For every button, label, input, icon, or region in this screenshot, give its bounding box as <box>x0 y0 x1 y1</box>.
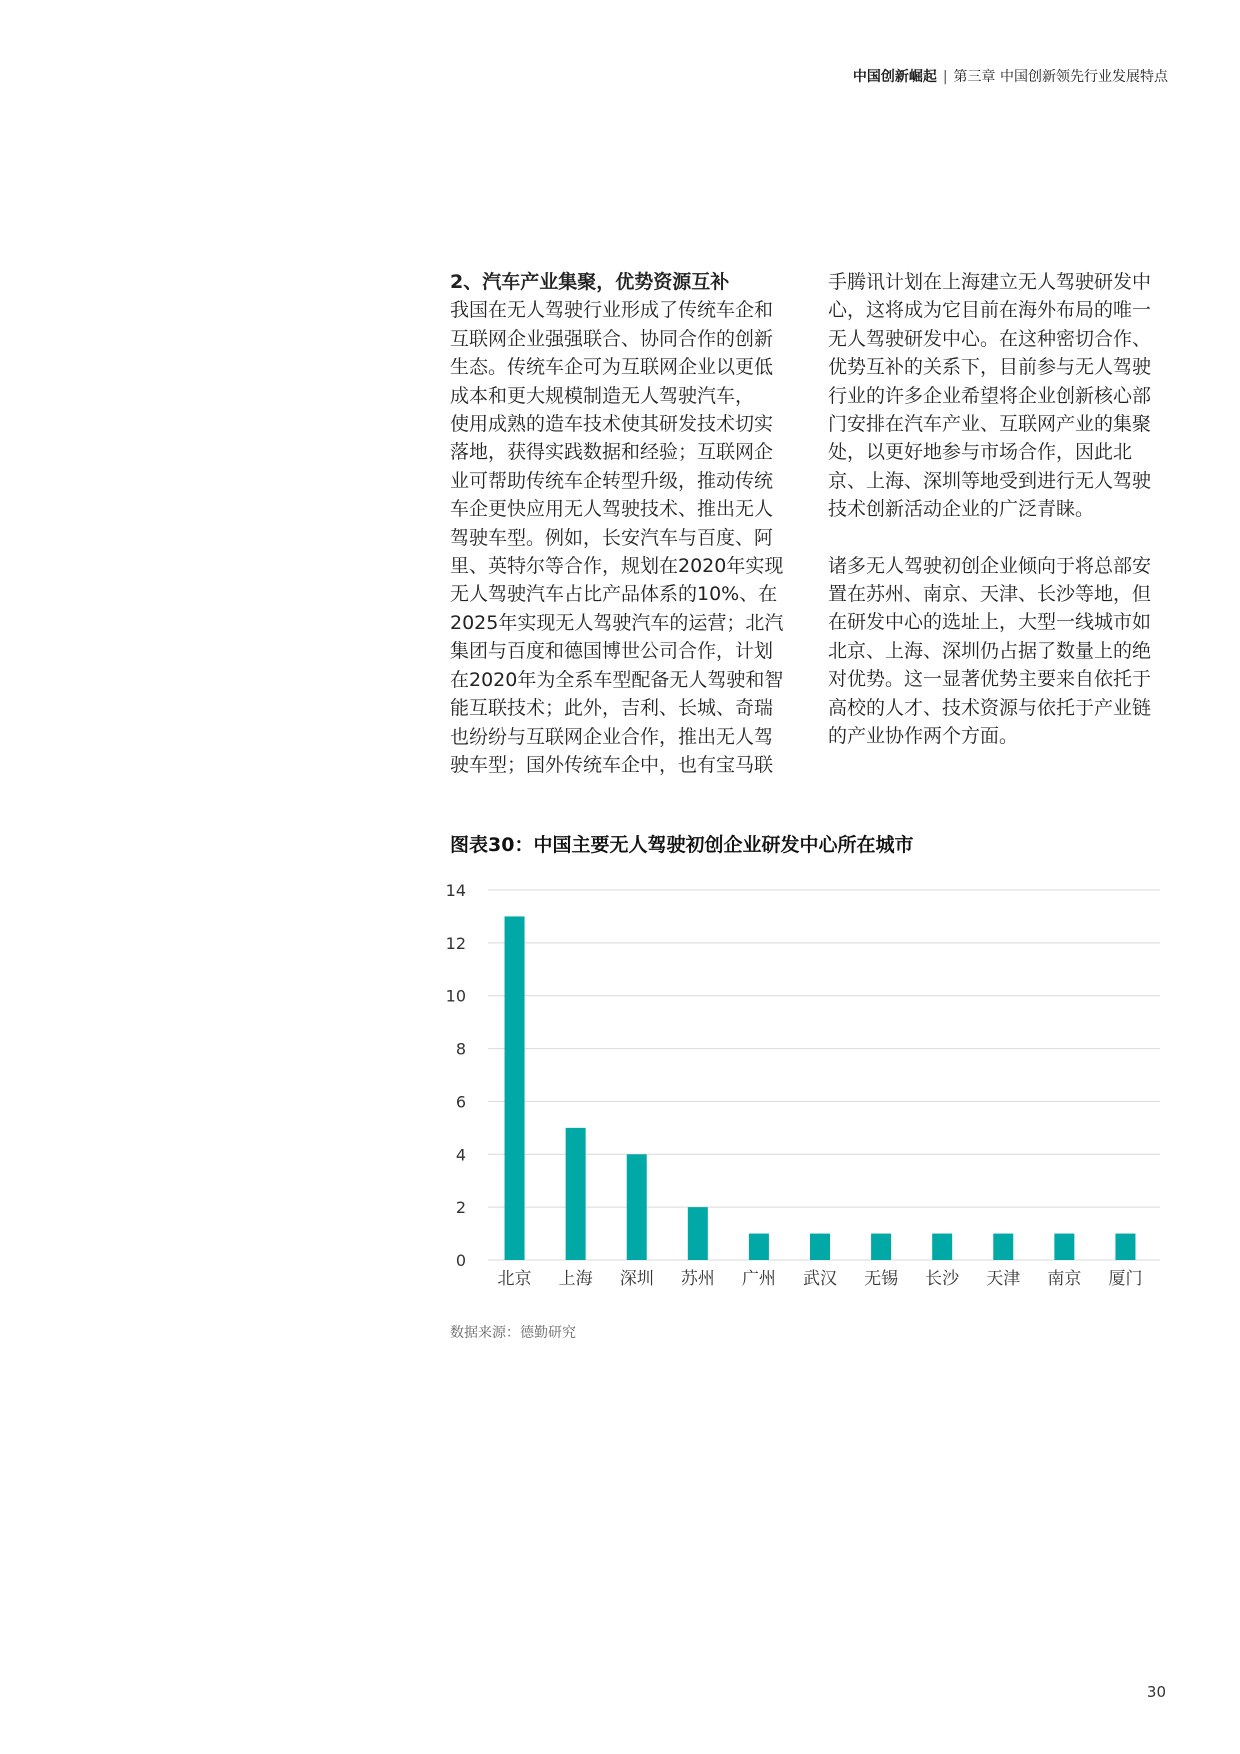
header-separator: | <box>942 69 948 85</box>
text-line: 手腾讯计划在上海建立无人驾驶研发中 <box>828 271 1152 293</box>
x-tick-label: 南京 <box>1047 1269 1082 1289</box>
right-paragraph-2 <box>828 552 1173 751</box>
y-tick-label: 6 <box>455 1092 466 1112</box>
text-line: 在研发中心的选址上，大型一线城市如 <box>828 611 1152 634</box>
x-tick-label: 北京 <box>497 1269 532 1289</box>
text-line: 置在苏州、南京、天津、长沙等地，但 <box>828 583 1152 606</box>
text-line: 行业的许多企业希望将企业创新核心部 <box>828 384 1152 407</box>
text-line: 生态。传统车企可为互联网企业以更低 <box>450 356 774 379</box>
text-line: 诸多无人驾驶初创企业倾向于将总部安 <box>828 554 1152 577</box>
bar-0 <box>505 916 525 1260</box>
text-line: 门安排在汽车产业、互联网产业的集聚 <box>828 413 1152 436</box>
y-tick-label: 2 <box>455 1198 466 1218</box>
bar-10 <box>1115 1234 1135 1260</box>
y-tick-label: 8 <box>455 1039 466 1059</box>
text-line: 互联网企业强强联合、协同合作的创新 <box>450 327 774 350</box>
text-line: 驶车型；国外传统车企中，也有宝马联 <box>450 753 774 776</box>
y-tick-label: 0 <box>455 1251 466 1270</box>
y-tick-label: 14 <box>445 881 466 900</box>
text-line: 心，这将成为它目前在海外布局的唯一 <box>828 299 1152 322</box>
text-line: 优势互补的关系下，目前参与无人驾驶 <box>828 356 1152 379</box>
text-line: 无人驾驶汽车占比产品体系的10%、在 <box>450 583 778 606</box>
left-body <box>450 296 795 779</box>
bar-2 <box>627 1154 647 1260</box>
page-number: 30 <box>1146 1683 1166 1701</box>
text-line: 高校的人才、技术资源与依托于产业链 <box>828 696 1152 719</box>
text-line: 使用成熟的造车技术使其研发技术切实 <box>450 413 774 436</box>
text-line: 京、上海、深圳等地受到进行无人驾驶 <box>828 469 1152 492</box>
header-brand: 中国创新崛起 <box>852 69 937 85</box>
chart-title: 图表30：中国主要无人驾驶初创企业研发中心所在城市 <box>450 834 914 856</box>
text-line: 能互联技术；此外，吉利、长城、奇瑞 <box>450 697 774 720</box>
text-line: 成本和更大规模制造无人驾驶汽车， <box>450 384 755 407</box>
x-tick-label: 厦门 <box>1108 1269 1143 1289</box>
x-tick-label: 广州 <box>741 1269 776 1289</box>
text-line: 车企更快应用无人驾驶技术、推出无人 <box>450 498 774 521</box>
text-line: 对优势。这一显著优势主要来自依托于 <box>828 668 1152 691</box>
text-line: 集团与百度和德国博世公司合作，计划 <box>450 640 774 663</box>
x-tick-label: 上海 <box>558 1269 593 1289</box>
x-tick-label: 深圳 <box>619 1269 654 1289</box>
text-line: 业可帮助传统车企转型升级，推动传统 <box>450 469 774 492</box>
x-tick-label: 长沙 <box>925 1269 960 1289</box>
text-line: 落地，获得实践数据和经验；互联网企 <box>450 441 774 464</box>
bar-9 <box>1054 1234 1074 1260</box>
bar-3 <box>688 1207 708 1260</box>
y-tick-label: 4 <box>455 1145 466 1165</box>
y-tick-label: 12 <box>445 933 466 953</box>
bar-chart <box>430 870 1170 1310</box>
text-line: 在2020年为全系车型配备无人驾驶和智 <box>450 668 784 691</box>
x-tick-label: 武汉 <box>803 1269 837 1289</box>
text-line: 里、英特尔等合作，规划在2020年实现 <box>450 555 784 578</box>
bar-4 <box>749 1234 769 1260</box>
right-paragraph-1 <box>828 268 1173 524</box>
text-line: 无人驾驶研发中心。在这种密切合作、 <box>828 327 1152 350</box>
bar-8 <box>993 1234 1013 1260</box>
left-column <box>450 268 795 779</box>
text-line: 2025年实现无人驾驶汽车的运营；北汽 <box>450 611 784 634</box>
x-tick-label: 天津 <box>986 1269 1021 1289</box>
bar-6 <box>871 1234 891 1260</box>
text-line: 也纷纷与互联网企业合作，推出无人驾 <box>450 725 774 748</box>
bar-1 <box>566 1128 586 1260</box>
text-line: 驾驶车型。例如，长安汽车与百度、阿 <box>450 526 774 549</box>
text-line: 的产业协作两个方面。 <box>828 725 1019 748</box>
section-heading: 2、汽车产业集聚，优势资源互补 <box>450 271 730 293</box>
running-header <box>853 66 1168 86</box>
text-line: 我国在无人驾驶行业形成了传统车企和 <box>450 299 774 322</box>
y-tick-label: 10 <box>445 986 466 1006</box>
right-column <box>828 268 1173 751</box>
bar-5 <box>810 1234 830 1260</box>
x-tick-label: 苏州 <box>680 1269 715 1289</box>
text-line: 北京、上海、深圳仍占据了数量上的绝 <box>828 639 1152 662</box>
text-line: 技术创新活动企业的广泛青睐。 <box>828 498 1095 521</box>
x-tick-label: 无锡 <box>864 1269 899 1289</box>
bar-7 <box>932 1234 952 1260</box>
data-source: 数据来源：德勤研究 <box>450 1325 576 1341</box>
header-chapter: 第三章 中国创新领先行业发展特点 <box>953 69 1168 85</box>
text-line: 处，以更好地参与市场合作，因此北 <box>828 441 1133 464</box>
